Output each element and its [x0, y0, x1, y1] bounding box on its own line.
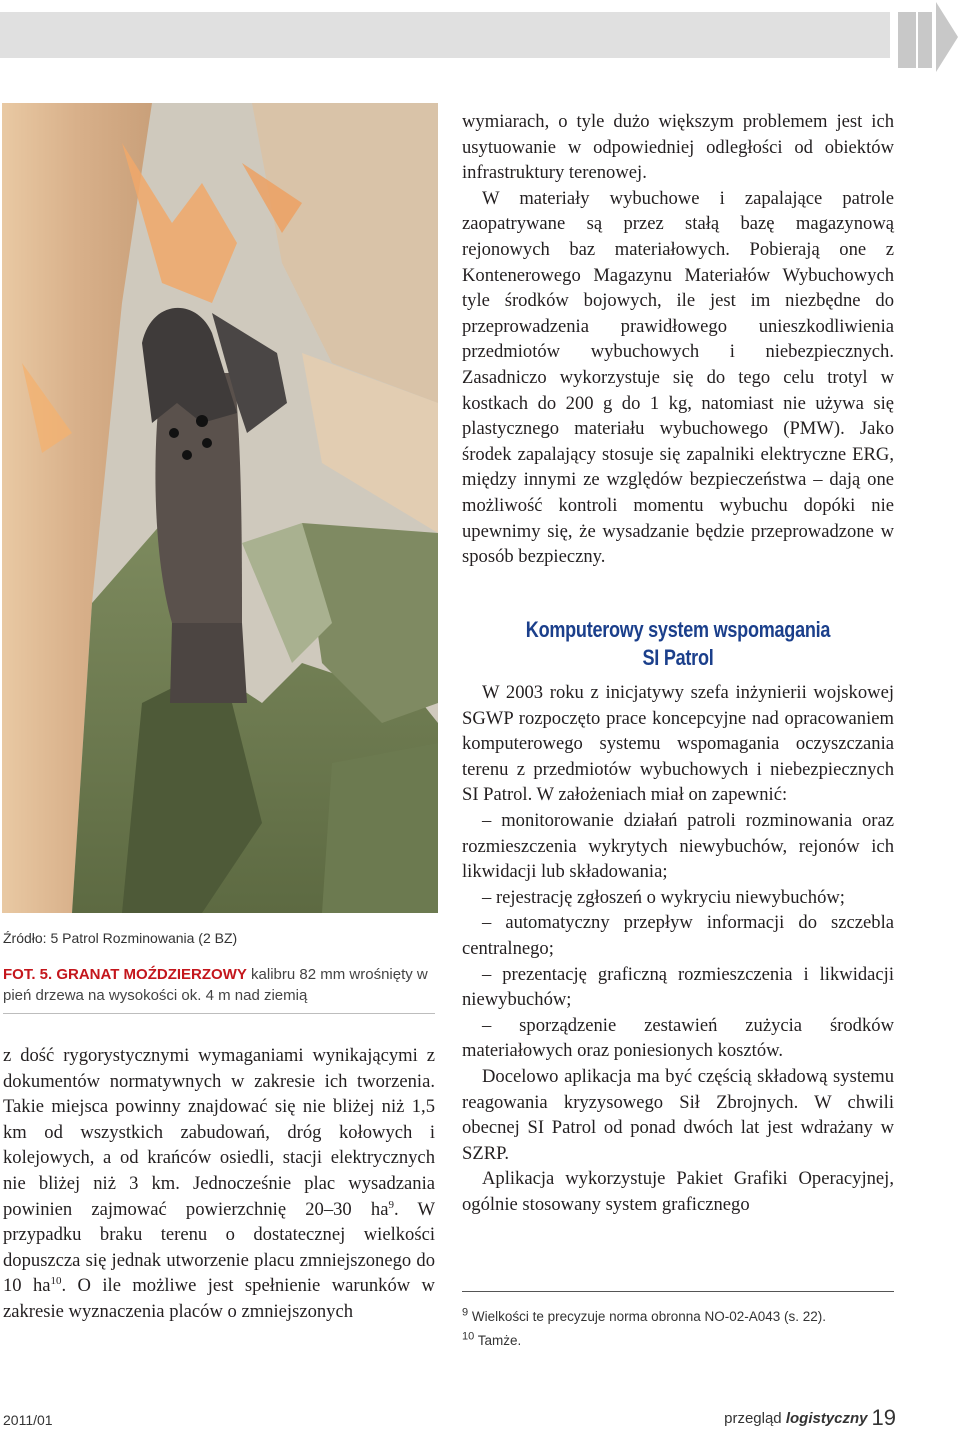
- caption-text: kalibru 82 mm wrośnięty w pień drzewa na wysokości ok. 4 m nad ziemią: [3, 966, 428, 1004]
- paragraph: Aplikacja wykorzystuje Pakiet Grafiki Operacyjnej, ogólnie stosowany system graficznego: [462, 1168, 894, 1215]
- right-column-top: [462, 109, 894, 570]
- footnote-ref: 10: [50, 1275, 62, 1288]
- caption-label: FOT. 5. GRANAT MOŹDZIERZOWY: [3, 966, 247, 983]
- header-tab-bar: [898, 12, 916, 68]
- header-bar: [0, 12, 890, 58]
- footnote-divider: [462, 1291, 894, 1292]
- paragraph: Docelowo aplikacja ma być częścią składową systemu reagowania kryzysowego Sił Zbrojnych. W chwili obecnej SI Patrol od ponad dwóch lat jest wdrażany w SZRP.: [462, 1065, 894, 1164]
- section-heading: Komputerowy system wspomagania SI Patrol: [525, 617, 831, 670]
- list-item: – rejestrację zgłoszeń o wykryciu niewybuchów;: [482, 886, 845, 908]
- left-column: [3, 1043, 435, 1325]
- paragraph: wymiarach, o tyle dużo większym problemem jest ich usytuowanie w odpowiedniej odległości od obiektów infrastruktury terenowej.: [462, 111, 894, 184]
- list-item: – prezentację graficzną rozmieszczenia i likwidacji niewybuchów;: [462, 963, 894, 1011]
- photo-caption: [3, 964, 435, 1006]
- right-column-bottom: [462, 680, 894, 1217]
- page-number: 19: [871, 1405, 896, 1430]
- mortar-grenade-photo: [2, 103, 438, 913]
- footnote: $^{10}$ Tamże.: [462, 1330, 522, 1348]
- footnotes: [462, 1305, 894, 1353]
- list-item: – sporządzenie zestawień zużycia środków materiałowych oraz poniesionych kosztów.: [462, 1014, 894, 1062]
- issue-number: 2011/01: [3, 1412, 53, 1428]
- left-paragraph: z dość rygorystycznymi wymaganiami wynikającymi z dokumentów normatywnych w zakresie ich tworzenia. Takie miejsca powinny znajdować się nie bliżej niż 1,5 km od wszystkich zabudowań, dróg kołowych i kolejowych, a od krańców osiedli, stacji elektrycznych nie bliżej niż 3 km. Jednocześnie plac wysadzania powinien zajmować powierzchnię 20–30 $ha^9$. W przypadku braku terenu o dostatecznej wielkości dopuszcza się jednak utworzenie placu zmniejszonego do 10 $ha^{10}$. O ile możliwe jest spełnienie warunków w zakresie wyznaczenia placów o zmniejszonych: [3, 1045, 436, 1322]
- header-arrow-icon: [936, 2, 958, 72]
- footnote-ref: 9: [388, 1198, 394, 1211]
- header-tab-bar: [918, 12, 932, 68]
- footer-brand: przegląd logistyczny 19: [724, 1405, 896, 1430]
- paragraph: W materiały wybuchowe i zapalające patrole zaopatrywane są przez stałą bazę magazynową rejonowych baz materiałowych. Pobierają one z Kontenerowego Magazynu Materiałów Wybuchowych tyle środków bojowych, ile jest im niezbędne do przeprowadzenia prawidłowego unieszkodliwienia przedmiotów wybuchowych i niebezpiecznych. Zasadniczo wykorzystuje się do tego celu trotyl w kostkach do 200 g do 1 kg, natomiast nie używa się plastycznego materiału wybuchowego (PMW). Jako środek zapalający stosuje się zapalniki elektryczne ERG, między innymi ze względów bezpieczeństwa – dają one możliwość kontroli momentu wybuchu dopóki nie upewnimy się, że wysadzanie będzie przeprowadzone w sposób bezpieczny.: [462, 187, 894, 568]
- paragraph: W 2003 roku z inicjatywy szefa inżynierii wojskowej SGWP rozpoczęto prace koncepcyjne nad opracowaniem komputerowego systemu wspomagania oczyszczania terenu z przedmiotów wybuchowych i niebezpiecznych SI Patrol. W założeniach miał on zapewnić:: [462, 682, 894, 806]
- caption-divider: [3, 1013, 435, 1014]
- photo-credit: Źródło: 5 Patrol Rozminowania (2 BZ): [3, 930, 238, 946]
- footnote: $^9$ Wielkości te precyzuje norma obronna NO-02-A043 (s. 22).: [462, 1306, 827, 1324]
- list-item: – automatyczny przepływ informacji do szczebla centralnego;: [462, 912, 894, 959]
- list-item: – monitorowanie działań patroli rozminowania oraz rozmieszczenia wykrytych niewybuchów, rejonów ich likwidacji lub składowania;: [462, 809, 894, 883]
